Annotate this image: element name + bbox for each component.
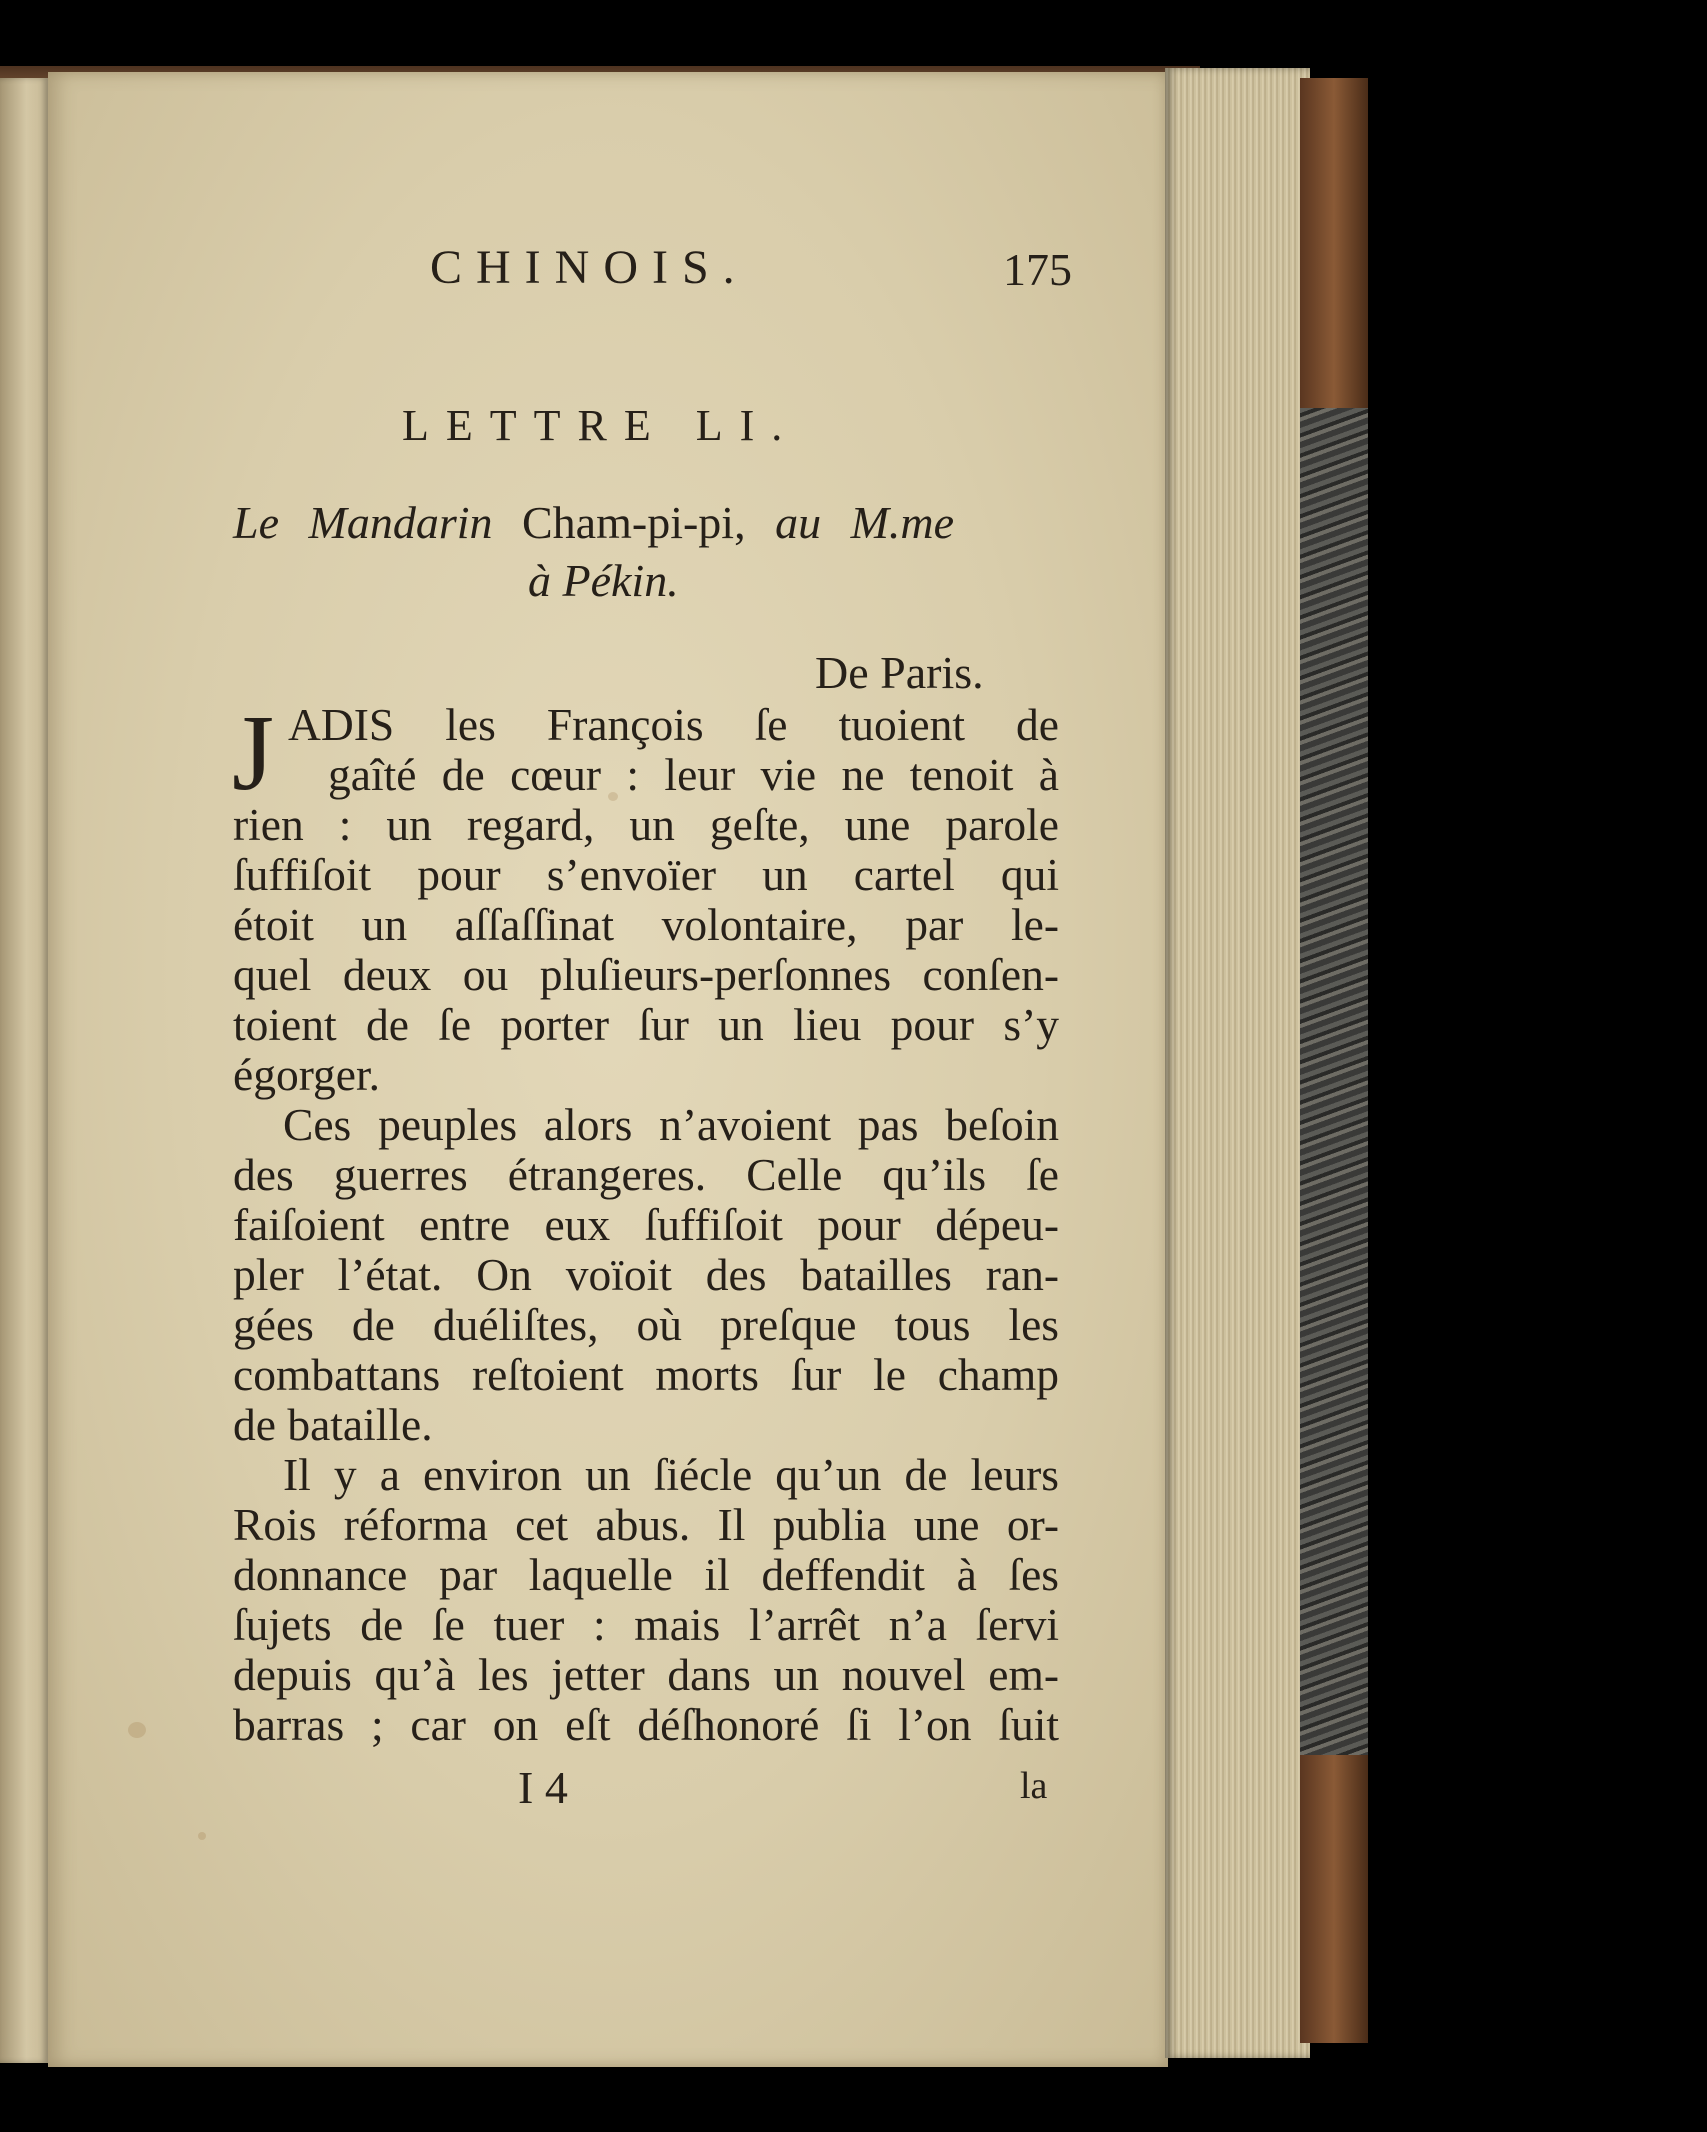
leather-corner-top [1300,78,1368,408]
text-line: égorger. [233,1049,380,1100]
address-mandarin: Mandarin [308,497,493,548]
text-line: rien : un regard, un geſte, une parole [233,799,1059,850]
text-line: de bataille. [233,1399,433,1450]
text-line: barras ; car on eſt déſhonoré ſi l’on ſuit [233,1699,1059,1750]
text-line: ſujets de ſe tuer : mais l’arrêt n’a ſervi [233,1599,1059,1650]
address-name: Cham-pi-pi, [522,497,746,548]
text-line: quel deux ou pluſieurs-perſonnes conſen- [233,949,1059,1000]
foxing-spot [198,1832,206,1840]
running-head: CHINOIS. [430,241,749,294]
text-line: combattans reſtoient morts ſur le champ [233,1349,1059,1400]
text-line: faiſoient entre eux ſuffiſoit pour dépeu- [233,1199,1059,1250]
text-line: des guerres étrangeres. Celle qu’ils ſe [233,1149,1059,1200]
previous-page-edge [0,78,48,2063]
text-line: ſuffiſoit pour s’envoïer un cartel qui [233,849,1059,900]
leather-corner-bottom [1300,1755,1368,2043]
address-line-2 [528,555,679,606]
drop-cap: J [232,694,275,813]
text-line: ADIS les François ſe tuoient de [288,699,1059,750]
text-line: depuis qu’à les jetter dans un nouvel em- [233,1649,1059,1700]
address-line-1 [233,497,955,548]
address-recipient: M.me [850,497,955,548]
page-fore-edges [1165,68,1310,2058]
text-line: gées de duéliſtes, où preſque tous les [233,1299,1059,1350]
foxing-spot [128,1722,146,1738]
text-line: Il y a environ un ſiécle qu’un de leurs [283,1449,1059,1500]
address-au: au [775,497,822,548]
signature-mark: I 4 [518,1762,568,1813]
address-le: Le [233,497,279,548]
dateline: De Paris. [815,647,984,698]
text-line: pler l’état. On voïoit des batailles ran- [233,1249,1059,1300]
text-line: donnance par laquelle il deffendit à ſes [233,1549,1059,1600]
catchword: la [1020,1765,1048,1807]
text-line: Ces peuples alors n’avoient pas beſoin [283,1099,1059,1150]
page-number: 175 [1003,244,1072,295]
text-line: Rois réforma cet abus. Il publia une or- [233,1499,1059,1550]
letter-title: LETTRE LI. [402,401,800,450]
text-line: gaîté de cœur : leur vie ne tenoit à [328,749,1059,800]
text-line: toient de ſe porter ſur un lieu pour s’y [233,999,1059,1050]
address-place: à Pékin. [528,555,679,606]
text-line: étoit un aſſaſſinat volontaire, par le- [233,899,1059,950]
